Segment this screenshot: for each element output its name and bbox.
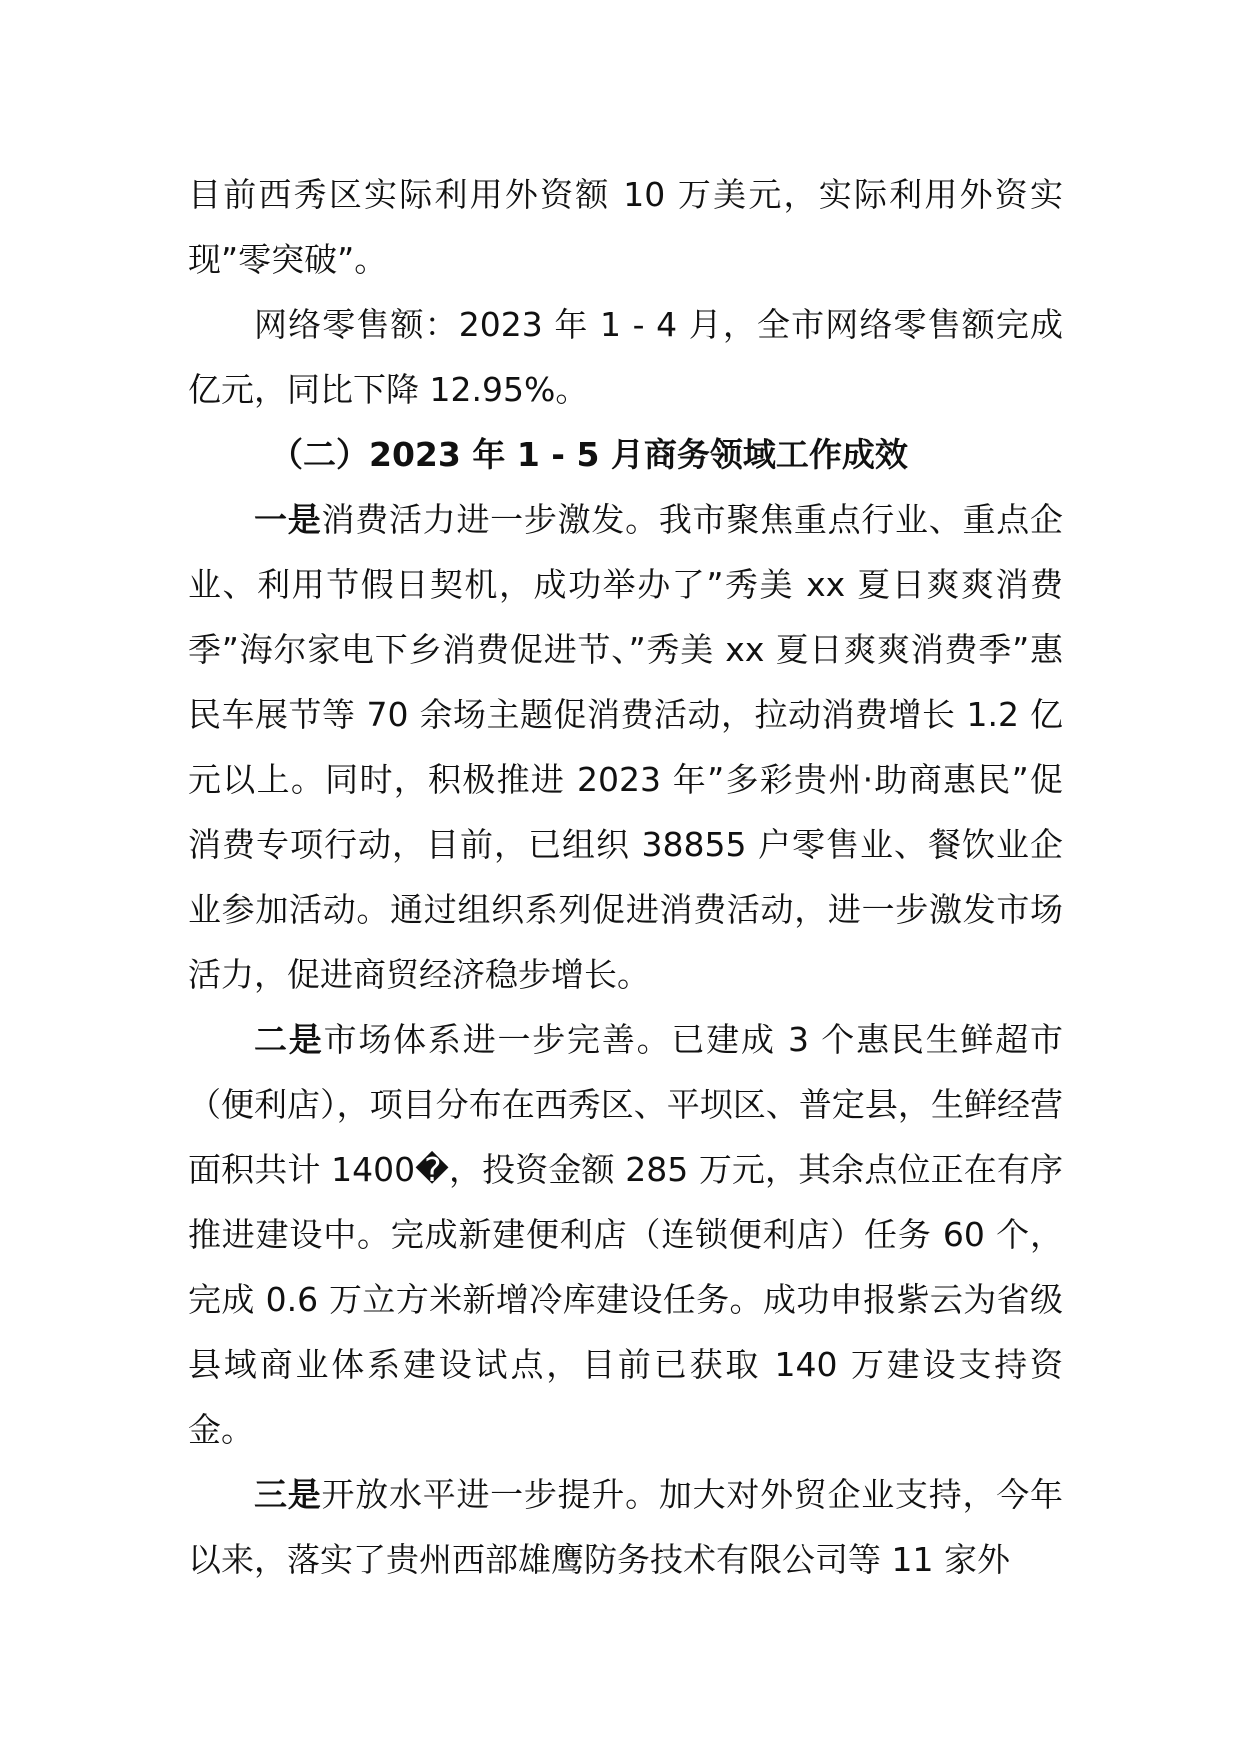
paragraph-consumption — [188, 487, 1063, 1007]
paragraph-lead: 三是 — [254, 1475, 322, 1514]
section-heading — [188, 422, 1063, 487]
paragraph-market-system — [188, 1007, 1063, 1462]
paragraph-lead: 一是 — [254, 500, 322, 539]
paragraph-text: 消费活力进一步激发。我市聚焦重点行业、重点企业、利用节假日契机，成功举办了”秀美 xx 夏日爽爽消费季”海尔家电下乡消费促进节、”秀美 xx 夏日爽爽消费季”惠民车展节等 70 余场主题促消费活动，拉动消费增长 1.2 亿元以上。同时，积极推进 2023 年”多彩贵州·助商惠民”促消费专项行动，目前，已组织 38855 户零售业、餐饮业企业参加活动。通过组织系列促进消费活动，进一步激发市场活力，促进商贸经济稳步增长。 — [188, 500, 1064, 994]
paragraph-text: 目前西秀区实际利用外资额 10 万美元，实际利用外资实现”零突破”。 — [188, 175, 1063, 279]
paragraph-text: 网络零售额：2023 年 1 - 4 月，全市网络零售额完成亿元，同比下降 12.95%。 — [188, 305, 1063, 409]
section-heading-text: （二）2023 年 1 - 5 月商务领域工作成效 — [270, 435, 908, 474]
paragraph-online-retail — [188, 292, 1063, 422]
paragraph-opening-up — [188, 1462, 1063, 1592]
paragraph-text: 市场体系进一步完善。已建成 3 个惠民生鲜超市（便利店），项目分布在西秀区、平坝区、普定县，生鲜经营面积共计 1400�，投资金额 285 万元，其余点位正在有序推进建设中。完成新建便利店（连锁便利店）任务 60 个，完成 0.6 万立方米新增冷库建设任务。成功申报紫云为省级县域商业体系建设试点，目前已获取 140 万建设支持资金。 — [188, 1020, 1064, 1449]
paragraph-text: 开放水平进一步提升。加大对外贸企业支持，今年以来，落实了贵州西部雄鹰防务技术有限公司等 11 家外 — [188, 1475, 1064, 1579]
paragraph-foreign-investment — [188, 162, 1063, 292]
paragraph-lead: 二是 — [254, 1020, 324, 1059]
document-body — [188, 162, 1063, 1592]
